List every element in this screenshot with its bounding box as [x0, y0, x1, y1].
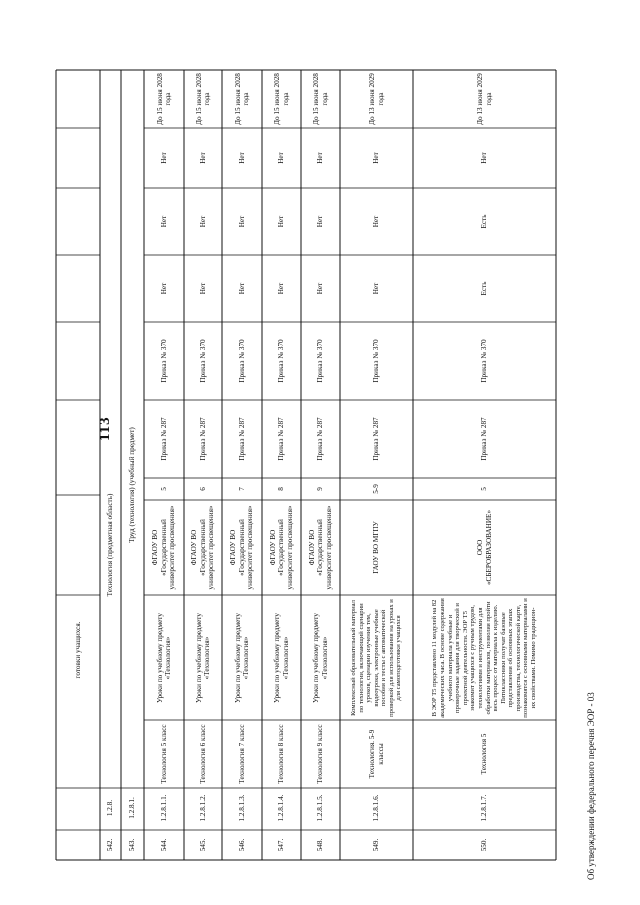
- row-code: 1.2.8.1.6.: [372, 794, 381, 822]
- row-order1: Приказ № 287: [277, 417, 286, 461]
- row-order1: Приказ № 287: [237, 417, 246, 461]
- row-desc: Уроки по учебному предмету «Технология»: [233, 613, 250, 703]
- row-c2: Нет: [237, 215, 246, 228]
- row-order2: Приказ № 370: [316, 339, 325, 383]
- row-c3: Нет: [372, 152, 381, 164]
- row-org: ГАОУ ВО МГПУ: [372, 521, 381, 574]
- row-grade: 6: [198, 487, 207, 491]
- row-c3: Нет: [316, 152, 325, 164]
- carryover-text-label: готовки учащихся.: [73, 621, 82, 679]
- row-c2: Есть: [480, 214, 489, 229]
- row-order2: Приказ № 370: [480, 339, 489, 383]
- row-c1: Есть: [480, 281, 489, 296]
- row-num: 547.: [277, 838, 286, 852]
- row-org: ФГАОУ ВО «Государственный университет просвещения»: [151, 505, 177, 590]
- row-desc: Уроки по учебному предмету «Технология»: [273, 613, 290, 703]
- row-name: Технология. 5-9 классы: [368, 729, 385, 779]
- row-c1: Нет: [277, 282, 286, 295]
- row-c1: Нет: [198, 282, 207, 295]
- row-code: 1.2.8.1.2.: [198, 794, 207, 822]
- row-c1: Нет: [372, 282, 381, 295]
- row-grade: 5-9: [372, 484, 381, 494]
- row-grade: 5: [159, 487, 168, 491]
- row-c2: Нет: [372, 215, 381, 228]
- row-org: ООО «СБЕРОБРАЗОВАНИЕ»: [476, 509, 493, 586]
- row-c3: Нет: [237, 152, 246, 164]
- row-code: 1.2.8.1.1.: [159, 794, 168, 822]
- row-order1: Приказ № 287: [198, 417, 207, 461]
- row-desc: Уроки по учебному предмету «Технология»: [312, 613, 329, 703]
- row-c3: Нет: [159, 152, 168, 164]
- row-deadline: До 15 июня 2028 года: [194, 73, 211, 125]
- row-desc: Уроки по учебному предмету «Технология»: [194, 613, 211, 703]
- row-c1: Нет: [316, 282, 325, 295]
- row-c3: Нет: [480, 152, 489, 164]
- row-order2: Приказ № 370: [277, 339, 286, 383]
- row-543-code: 1.2.8.1.: [128, 797, 137, 819]
- subject-area-header: Технология (предметная область): [106, 493, 115, 597]
- row-order1: Приказ № 287: [316, 417, 325, 461]
- row-grade: 7: [237, 487, 246, 491]
- row-desc: В ЭОР Т5 представлено 11 модулей на 82 академических часа. В основе содержания учебного материала учебные и проверочные задания для творческой и проектной деятельности. ЭОР Т5 знакомит учащихся с ручным трудом, технологиями и инструментами для обработки материалов, позволяя пройти весь процесс от материала к изделию. Пятиклассники получат базовые представления об основных этапах производства, технологической карте, познакомятся с основными материалами и их свойствами. Помимо традицион-: [431, 598, 538, 718]
- row-order1: Приказ № 287: [480, 417, 489, 461]
- row-order2: Приказ № 370: [372, 339, 381, 383]
- row-deadline: До 15 июня 2028 года: [233, 73, 250, 125]
- row-order2: Приказ № 370: [159, 339, 168, 383]
- row-num: 545.: [198, 838, 207, 852]
- row-order2: Приказ № 370: [237, 339, 246, 383]
- row-code: 1.2.8.1.7.: [480, 794, 489, 822]
- row-543-num: 543.: [128, 838, 137, 852]
- page-number: 113: [97, 416, 113, 441]
- row-name: Технология 8 класс: [277, 724, 286, 784]
- subject-header: Труд (технология) (учебный предмет): [128, 427, 137, 543]
- row-c1: Нет: [159, 282, 168, 295]
- row-542-code: 1.2.8.: [106, 799, 115, 817]
- row-grade: 5: [480, 487, 489, 491]
- row-num: 550.: [480, 838, 489, 852]
- row-deadline: До 15 июня 2028 года: [155, 73, 172, 125]
- row-order2: Приказ № 370: [198, 339, 207, 383]
- row-order1: Приказ № 287: [372, 417, 381, 461]
- row-name: Технология 5: [480, 733, 489, 775]
- row-desc: Комплексный образовательный материал по технологии, включающий сценарии уроков, сценарии изучения тем, видеоуроки, электронные учебные пособия и тесты с автоматической проверкой для использования на уроках и для самоподготовки учащихся: [349, 599, 403, 717]
- row-name: Технология 6 класс: [198, 724, 207, 784]
- row-c1: Нет: [237, 282, 246, 295]
- row-code: 1.2.8.1.3.: [237, 794, 246, 822]
- row-c2: Нет: [316, 215, 325, 228]
- row-num: 544.: [159, 838, 168, 852]
- row-c2: Нет: [198, 215, 207, 228]
- row-deadline: До 15 июня 2028 года: [273, 73, 290, 125]
- row-name: Технология 9 класс: [316, 724, 325, 784]
- row-name: Технология 7 класс: [237, 724, 246, 784]
- row-code: 1.2.8.1.5.: [316, 794, 325, 822]
- row-name: Технология 5 класс: [159, 724, 168, 784]
- row-code: 1.2.8.1.4.: [277, 794, 286, 822]
- row-desc: Уроки по учебному предмету «Технология»: [155, 613, 172, 703]
- row-order1: Приказ № 287: [159, 417, 168, 461]
- row-num: 546.: [237, 838, 246, 852]
- row-org: ФГАОУ ВО «Государственный университет просвещения»: [190, 505, 216, 590]
- row-deadline: До 13 июня 2029 года: [476, 73, 493, 125]
- row-c3: Нет: [198, 152, 207, 164]
- row-542-num: 542.: [106, 838, 115, 852]
- row-c2: Нет: [277, 215, 286, 228]
- row-org: ФГАОУ ВО «Государственный университет просвещения»: [229, 505, 255, 590]
- row-deadline: До 13 июня 2029 года: [368, 73, 385, 125]
- footer-note: Об утверждении федерального перечня ЭОР - 03: [586, 692, 596, 880]
- row-org: ФГАОУ ВО «Государственный университет просвещения»: [307, 505, 333, 590]
- row-grade: 8: [277, 487, 286, 491]
- row-num: 549.: [372, 838, 381, 852]
- row-deadline: До 15 июня 2028 года: [312, 73, 329, 125]
- row-grade: 9: [316, 487, 325, 491]
- row-org: ФГАОУ ВО «Государственный университет просвещения»: [268, 505, 294, 590]
- carryover-text: [60, 580, 96, 720]
- row-num: 548.: [316, 838, 325, 852]
- row-c2: Нет: [159, 215, 168, 228]
- row-c3: Нет: [277, 152, 286, 164]
